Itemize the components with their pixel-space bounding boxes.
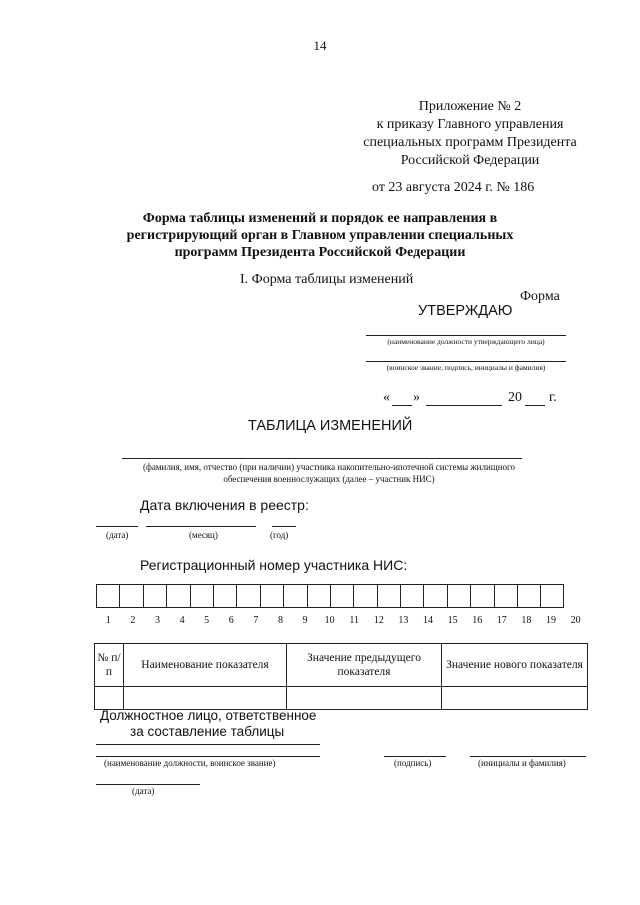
registry-year-caption: (год) (270, 530, 289, 540)
responsible-line-2: за составление таблицы (130, 724, 285, 739)
registration-position-number: 3 (154, 615, 160, 626)
registration-digit-box (236, 584, 259, 608)
responsible-line-1: Должностное лицо, ответственное (100, 708, 317, 723)
document-title-line-1: Форма таблицы изменений и порядок ее направления в (142, 211, 498, 226)
header-number: № п/п (95, 644, 124, 687)
registration-digit-box (353, 584, 376, 608)
registry-day-line (96, 526, 138, 527)
appendix-line-2: к приказу Главного управления (376, 117, 564, 132)
responsible-date-caption: (дата) (132, 786, 155, 796)
registry-year-line (272, 526, 296, 527)
registration-digit-box (400, 584, 423, 608)
document-title-line-2: регистрирующий орган в Главном управлении специальных (126, 228, 514, 243)
registration-position-number: 18 (521, 615, 532, 626)
appendix-line-1: Приложение № 2 (418, 99, 522, 114)
registration-digit-box (283, 584, 306, 608)
responsible-name-caption: (инициалы и фамилия) (478, 758, 566, 768)
registration-digit-box (447, 584, 470, 608)
approver-position-caption: (наименование должности утверждающего лица) (387, 337, 545, 346)
approver-rank-caption: (воинское звание, подпись, инициалы и фамилия) (386, 363, 546, 372)
registration-number-positions (96, 615, 588, 626)
table-row (95, 687, 588, 710)
registration-digit-box (119, 584, 142, 608)
registration-digit-box (143, 584, 166, 608)
registration-digit-box (517, 584, 540, 608)
participant-caption-line-1: (фамилия, имя, отчество (при наличии) участника накопительно-ипотечной системы жилищного (142, 462, 515, 472)
responsible-position-line (96, 756, 320, 757)
registration-position-number: 15 (447, 615, 458, 626)
appendix-block (320, 98, 620, 170)
responsible-date-line (96, 784, 200, 785)
approver-position-line (366, 335, 566, 336)
registration-number-grid (96, 584, 564, 608)
registration-number-label: Регистрационный номер участника НИС: (140, 557, 408, 573)
registration-position-number: 20 (570, 615, 581, 626)
order-date: от 23 августа 2024 г. № 186 (372, 180, 535, 195)
registration-digit-box (494, 584, 517, 608)
registry-day-caption: (дата) (106, 530, 129, 540)
registration-digit-box (190, 584, 213, 608)
registration-digit-box (307, 584, 330, 608)
registry-month-caption: (месяц) (189, 530, 218, 540)
approval-heading: УТВЕРЖДАЮ (418, 303, 513, 319)
participant-caption (94, 461, 564, 485)
responsible-signature-caption: (подпись) (394, 758, 432, 768)
table-of-changes-title: ТАБЛИЦА ИЗМЕНЕНИЙ (248, 418, 413, 434)
registration-position-number: 6 (228, 615, 234, 626)
registration-position-number: 10 (324, 615, 335, 626)
approval-year-prefix: 20 (508, 390, 522, 405)
approval-year-line (525, 405, 545, 406)
responsible-position-caption: (наименование должности, воинское звание) (104, 758, 276, 768)
page-number: 14 (313, 38, 327, 53)
form-label: Форма (520, 289, 560, 304)
section-heading: I. Форма таблицы изменений (240, 272, 414, 287)
registration-position-number: 14 (423, 615, 434, 626)
header-previous-value: Значение предыдущего показателя (287, 644, 442, 687)
responsible-signature-line (384, 756, 446, 757)
registration-position-number: 13 (398, 615, 409, 626)
registration-digit-box (166, 584, 189, 608)
responsible-line-rule (96, 744, 320, 745)
document-title (100, 210, 540, 261)
registration-position-number: 12 (373, 615, 384, 626)
registration-position-number: 11 (349, 615, 360, 626)
registry-month-line (146, 526, 256, 527)
approval-day-line (392, 405, 412, 406)
appendix-line-3: специальных программ Президента (363, 135, 577, 150)
registration-position-number: 5 (204, 615, 210, 626)
registration-digit-box (213, 584, 236, 608)
participant-caption-line-2: обеспечения военнослужащих (далее – участник НИС) (223, 474, 435, 484)
responsible-name-line (470, 756, 586, 757)
registration-position-number: 9 (302, 615, 308, 626)
registration-position-number: 16 (472, 615, 483, 626)
registration-position-number: 19 (545, 615, 556, 626)
registration-position-number: 7 (253, 615, 259, 626)
registration-position-number: 8 (277, 615, 283, 626)
document-title-line-3: программ Президента Российской Федерации (174, 245, 466, 260)
header-indicator-name: Наименование показателя (124, 644, 287, 687)
registration-position-number: 4 (179, 615, 185, 626)
table-cell (124, 687, 287, 710)
appendix-line-4: Российской Федерации (400, 153, 540, 168)
registry-date-label: Дата включения в реестр: (140, 497, 309, 513)
registration-position-number: 17 (496, 615, 507, 626)
approval-month-line (426, 405, 502, 406)
header-new-value: Значение нового показателя (442, 644, 588, 687)
indicators-table (94, 643, 588, 710)
registration-digit-box (96, 584, 119, 608)
approval-date-close-quote: » (413, 390, 420, 405)
approver-rank-line (366, 361, 566, 362)
registration-digit-box (470, 584, 493, 608)
table-cell (442, 687, 588, 710)
registration-digit-box (540, 584, 563, 608)
indicators-table-header (95, 644, 588, 687)
table-cell (287, 687, 442, 710)
participant-name-line (122, 458, 522, 459)
registration-digit-box (260, 584, 283, 608)
registration-position-number: 2 (130, 615, 136, 626)
table-cell (95, 687, 124, 710)
registration-digit-box (377, 584, 400, 608)
registration-digit-box (330, 584, 353, 608)
registration-position-number: 1 (105, 615, 111, 626)
registration-digit-box (423, 584, 446, 608)
approval-year-suffix: г. (549, 390, 557, 405)
approval-date-open-quote: « (383, 390, 390, 405)
